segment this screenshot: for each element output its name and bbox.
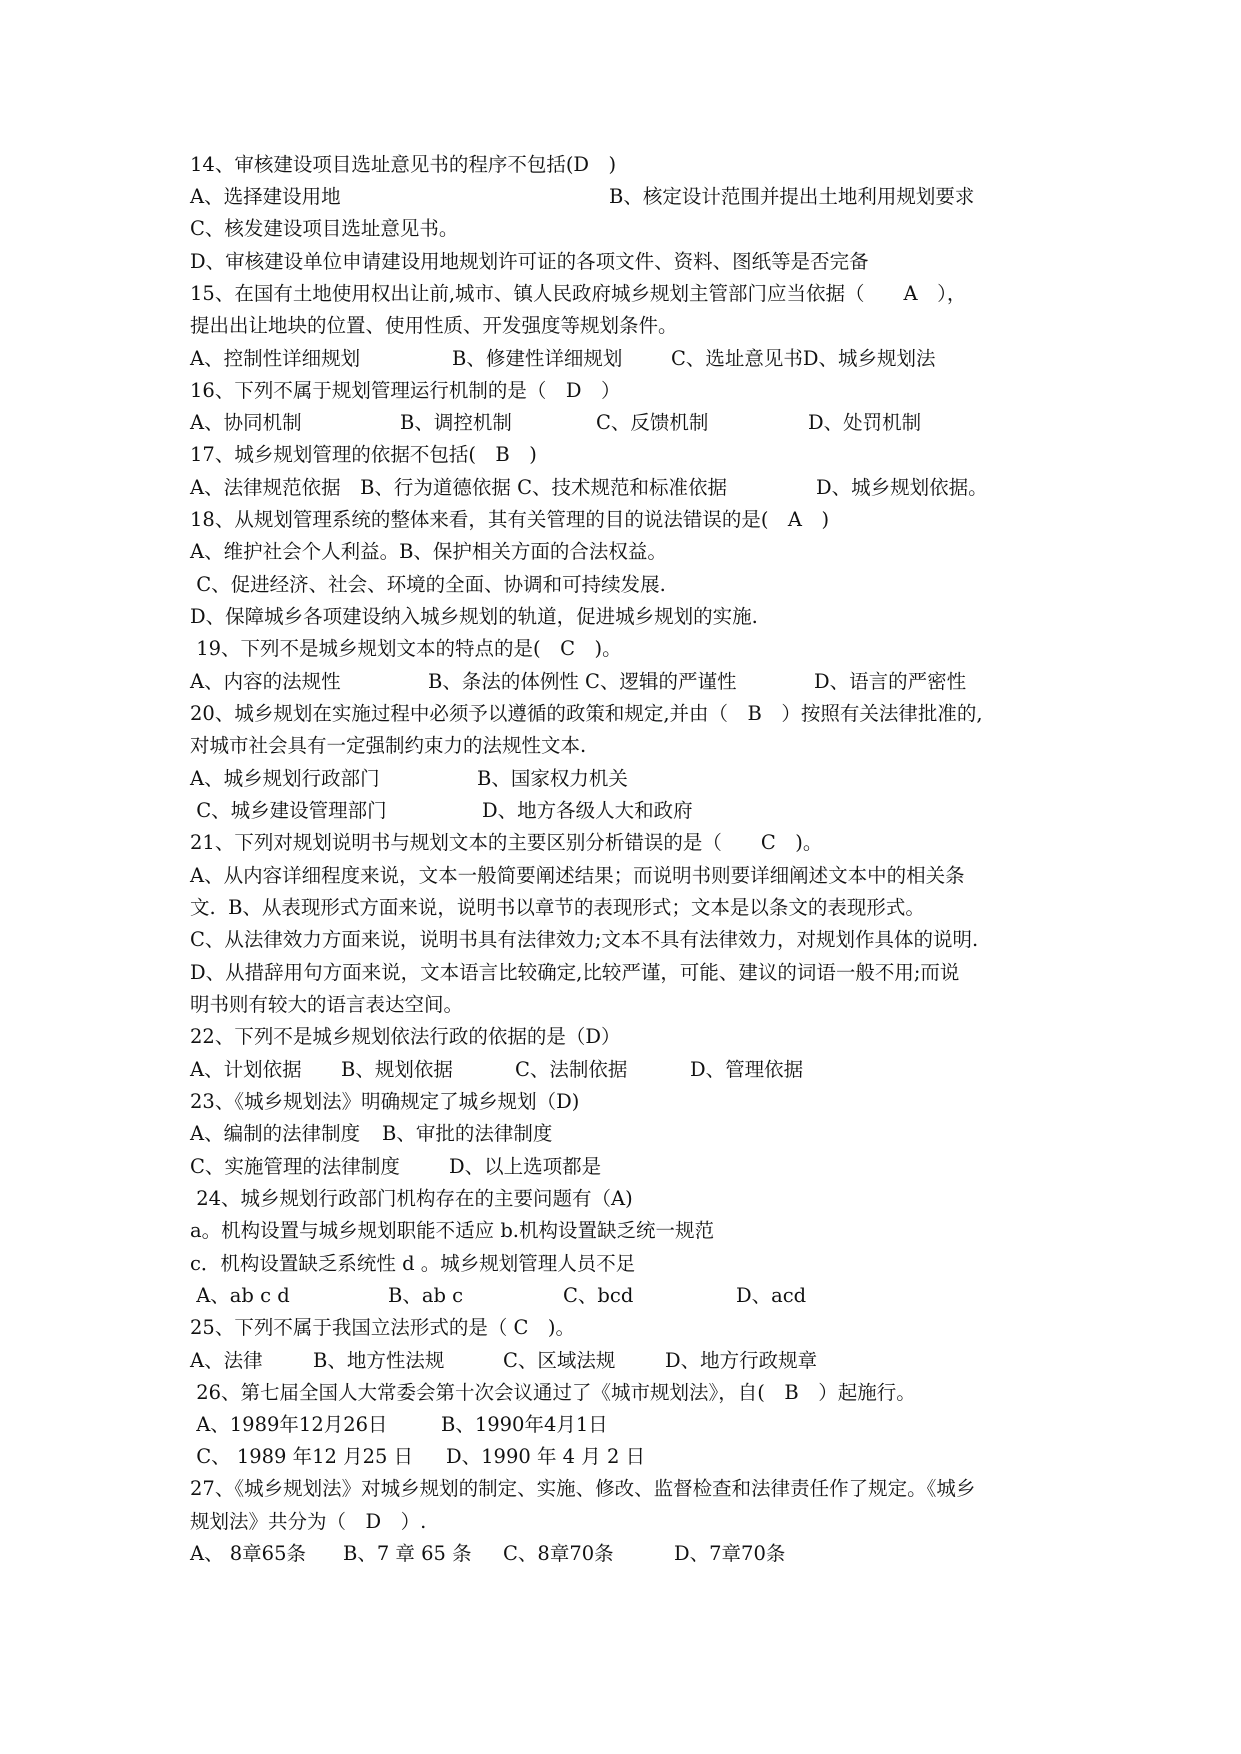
option-text: D、地方行政规章 (665, 1349, 818, 1372)
option-text: A、协同机制 (190, 411, 302, 434)
text-line (190, 1541, 1050, 1567)
text-line (190, 184, 1050, 210)
option-text: A、内容的法规性 (190, 670, 341, 693)
option-text: B、国家权力机关 (477, 767, 628, 790)
text-line (190, 1412, 1050, 1438)
text-line: D、从措辞用句方面来说，文本语言比较确定,比较严谨，可能、建议的词语一般不用;而说 (190, 961, 960, 984)
option-text: D、语言的严密性 (814, 670, 967, 693)
option-text: A、 8章65条 (190, 1541, 307, 1565)
option-text: D、城乡规划依据。 (816, 476, 988, 499)
text-line: C、促进经济、社会、环境的全面、协调和可持续发展. (190, 573, 666, 596)
option-text: C、法制依据 (515, 1058, 628, 1081)
text-line: A、从内容详细程度来说，文本一般简要阐述结果；而说明书则要详细阐述文本中的相关条 (190, 864, 965, 887)
text-line: 文. B、从表现形式方面来说，说明书以章节的表现形式；文本是以条文的表现形式。 (190, 896, 925, 919)
text-line (190, 475, 1050, 501)
text-line: 提出出让地块的位置、使用性质、开发强度等规划条件。 (190, 314, 678, 337)
option-text: C、 1989 年12 月25 日 (190, 1445, 414, 1468)
option-text: B、地方性法规 (313, 1349, 445, 1372)
text-line (190, 1283, 1050, 1309)
option-text: B、修建性详细规划 (452, 347, 623, 370)
option-text: D、以上选项都是 (449, 1155, 602, 1178)
text-line: 17、城乡规划管理的依据不包括( B ) (190, 443, 537, 466)
text-line: 15、在国有土地使用权出让前,城市、镇人民政府城乡规划主管部门应当依据（ A ）， (190, 282, 967, 305)
text-line (190, 766, 1050, 792)
text-line: C、核发建设项目选址意见书。 (190, 217, 459, 240)
text-line: 22、下列不是城乡规划依法行政的依据的是（D） (190, 1025, 621, 1048)
text-line: 23、《城乡规划法》明确规定了城乡规划（D) (190, 1090, 580, 1113)
option-text: D、管理依据 (690, 1058, 804, 1081)
text-line: A、维护社会个人利益。B、保护相关方面的合法权益。 (190, 540, 667, 563)
text-line: C、从法律效力方面来说，说明书具有法律效力;文本不具有法律效力，对规划作具体的说明. (190, 928, 979, 951)
text-line: c．机构设置缺乏系统性 d 。城乡规划管理人员不足 (190, 1252, 636, 1275)
text-line: D、审核建设单位申请建设用地规划许可证的各项文件、资料、图纸等是否完备 (190, 250, 869, 273)
option-text: A、编制的法律制度 (190, 1122, 361, 1145)
text-line: 27、《城乡规划法》对城乡规划的制定、实施、修改、监督检查和法律责任作了规定。《城乡 (190, 1477, 976, 1501)
text-line: D、保障城乡各项建设纳入城乡规划的轨道，促进城乡规划的实施. (190, 605, 758, 628)
text-line (190, 1121, 1050, 1147)
option-text: D、1990 年 4 月 2 日 (446, 1445, 646, 1468)
option-text: C、反馈机制 (596, 411, 709, 434)
option-text: C、选址意见书D、城乡规划法 (671, 347, 936, 370)
text-line: 24、城乡规划行政部门机构存在的主要问题有（A) (190, 1187, 633, 1210)
option-text: C、城乡建设管理部门 (190, 799, 387, 822)
option-text: D、地方各级人大和政府 (482, 799, 693, 822)
text-line: 18、从规划管理系统的整体来看，其有关管理的目的说法错误的是( A ) (190, 508, 830, 531)
text-line: 25、下列不属于我国立法形式的是（ C )。 (190, 1316, 576, 1339)
option-text: B、条法的体例性 C、逻辑的严谨性 (428, 670, 737, 693)
text-line (190, 410, 1050, 436)
text-line: 对城市社会具有一定强制约束力的法规性文本. (190, 734, 587, 757)
option-text: B、调控机制 (400, 411, 512, 434)
text-line: 21、下列对规划说明书与规划文本的主要区别分析错误的是（ C )。 (190, 831, 823, 854)
option-text: C、bcd (563, 1284, 634, 1307)
option-text: C、8章70条 (503, 1541, 614, 1565)
text-line (190, 798, 1050, 824)
text-line: 规划法》共分为（ D ）. (190, 1509, 427, 1533)
text-line: 20、城乡规划在实施过程中必须予以遵循的政策和规定,并由（ B ）按照有关法律批准的, (190, 702, 983, 725)
text-line: 26、第七届全国人大常委会第十次会议通过了《城市规划法》，自( B ）起施行。 (190, 1381, 916, 1404)
option-text: D、7章70条 (674, 1541, 786, 1565)
text-line (190, 346, 1050, 372)
option-text: A、控制性详细规划 (190, 347, 361, 370)
option-text: A、法律 (190, 1349, 263, 1372)
option-text: A、法律规范依据 B、行为道德依据 C、技术规范和标准依据 (190, 476, 728, 499)
option-text: C、实施管理的法律制度 (190, 1155, 400, 1178)
option-text: B、审批的法律制度 (382, 1122, 553, 1145)
option-text: A、1989年12月26日 (190, 1413, 388, 1436)
option-text: A、城乡规划行政部门 (190, 767, 380, 790)
text-line (190, 1057, 1050, 1083)
option-text: B、规划依据 (341, 1058, 453, 1081)
option-text: A、计划依据 (190, 1058, 302, 1081)
text-line: 16、下列不属于规划管理运行机制的是（ D ） (190, 379, 621, 402)
option-text: B、核定设计范围并提出土地利用规划要求 (609, 185, 975, 208)
text-line: 19、下列不是城乡规划文本的特点的是( C )。 (190, 637, 622, 660)
option-text: A、ab c d (190, 1284, 290, 1307)
text-line (190, 1348, 1050, 1374)
text-line: 明书则有较大的语言表达空间。 (190, 993, 464, 1016)
option-text: B、7 章 65 条 (343, 1541, 472, 1565)
text-line (190, 1444, 1050, 1470)
option-text: C、区域法规 (503, 1349, 616, 1372)
option-text: B、ab c (388, 1284, 464, 1307)
text-line (190, 1154, 1050, 1180)
text-line (190, 669, 1050, 695)
option-text: D、acd (736, 1284, 807, 1307)
text-line: 14、审核建设项目选址意见书的程序不包括(D ) (190, 153, 617, 176)
option-text: A、选择建设用地 (190, 185, 341, 208)
text-line: a。机构设置与城乡规划职能不适应 b.机构设置缺乏统一规范 (190, 1219, 715, 1242)
option-text: D、处罚机制 (808, 411, 922, 434)
option-text: B、1990年4月1日 (441, 1413, 608, 1436)
